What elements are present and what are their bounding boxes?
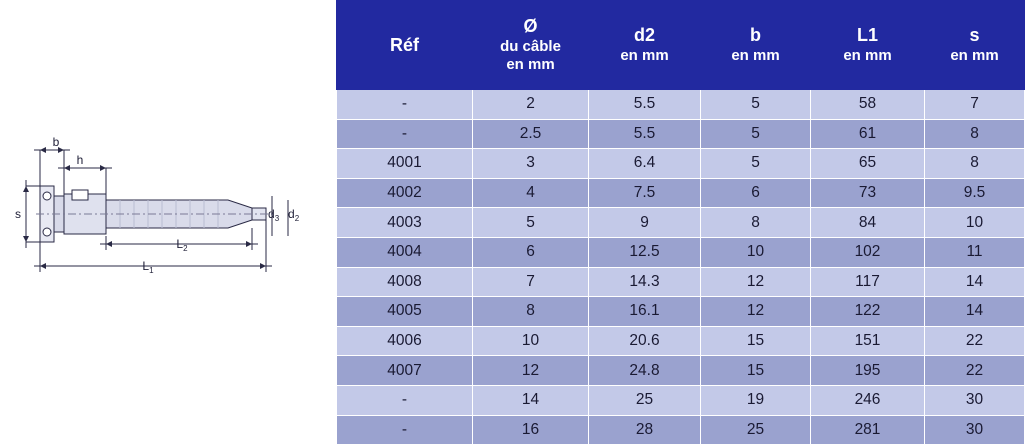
cell-l1: 195 — [811, 356, 925, 386]
cell-cable-diameter: 10 — [473, 326, 589, 356]
dim-label-d2: $d_2$ — [288, 207, 300, 223]
cell-ref: - — [337, 385, 473, 415]
cell-d2: 6.4 — [589, 149, 701, 179]
column-header-ref: Réf — [337, 1, 473, 90]
terminal-fitting-drawing — [0, 0, 336, 414]
table-row — [337, 297, 1025, 327]
cell-cable-diameter: 8 — [473, 297, 589, 327]
cell-b: 5 — [701, 149, 811, 179]
cell-s: 14 — [925, 297, 1025, 327]
dim-label-d3: $d_3$ — [268, 207, 280, 223]
cell-b: 12 — [701, 297, 811, 327]
cell-s: 30 — [925, 385, 1025, 415]
table-row — [337, 385, 1025, 415]
cell-b: 25 — [701, 415, 811, 445]
cell-ref: 4002 — [337, 178, 473, 208]
cell-d2: 5.5 — [589, 90, 701, 120]
table-head — [337, 1, 1025, 90]
cell-d2: 14.3 — [589, 267, 701, 297]
cell-ref: 4003 — [337, 208, 473, 238]
cell-l1: 65 — [811, 149, 925, 179]
cell-d2: 5.5 — [589, 119, 701, 149]
table-row — [337, 237, 1025, 267]
column-header-cable-diameter: Ø du câble en mm — [473, 1, 589, 90]
cell-l1: 84 — [811, 208, 925, 238]
cell-d2: 9 — [589, 208, 701, 238]
cell-d2: 20.6 — [589, 326, 701, 356]
cell-s: 8 — [925, 149, 1025, 179]
cell-d2: 28 — [589, 415, 701, 445]
column-header-s: s en mm — [925, 1, 1025, 90]
cell-s: 9.5 — [925, 178, 1025, 208]
table-body — [337, 90, 1025, 445]
cell-s: 11 — [925, 237, 1025, 267]
cell-b: 15 — [701, 356, 811, 386]
table-row — [337, 90, 1025, 120]
cell-s: 22 — [925, 356, 1025, 386]
product-diagram-panel — [0, 0, 336, 414]
cell-b: 5 — [701, 90, 811, 120]
cell-ref: 4005 — [337, 297, 473, 327]
cell-cable-diameter: 2.5 — [473, 119, 589, 149]
cell-b: 15 — [701, 326, 811, 356]
dim-label-h: h — [76, 153, 84, 167]
cell-l1: 73 — [811, 178, 925, 208]
cell-s: 7 — [925, 90, 1025, 120]
cell-l1: 102 — [811, 237, 925, 267]
cell-cable-diameter: 12 — [473, 356, 589, 386]
table-row — [337, 178, 1025, 208]
cell-s: 10 — [925, 208, 1025, 238]
cell-l1: 58 — [811, 90, 925, 120]
dim-label-L1: $L_1$ — [142, 259, 154, 275]
cell-b: 5 — [701, 119, 811, 149]
cell-cable-diameter: 2 — [473, 90, 589, 120]
cell-b: 12 — [701, 267, 811, 297]
dim-label-L2: $L_2$ — [176, 237, 188, 253]
table-row — [337, 208, 1025, 238]
cell-l1: 151 — [811, 326, 925, 356]
cell-l1: 246 — [811, 385, 925, 415]
cell-ref: 4001 — [337, 149, 473, 179]
cell-s: 14 — [925, 267, 1025, 297]
cell-ref: 4004 — [337, 237, 473, 267]
table-row — [337, 149, 1025, 179]
dim-label-b: b — [52, 135, 60, 149]
column-header-l1: L1 en mm — [811, 1, 925, 90]
cell-ref: 4008 — [337, 267, 473, 297]
table-row — [337, 326, 1025, 356]
cell-d2: 12.5 — [589, 237, 701, 267]
cell-l1: 122 — [811, 297, 925, 327]
cell-cable-diameter: 4 — [473, 178, 589, 208]
cell-l1: 117 — [811, 267, 925, 297]
header-row — [337, 1, 1025, 90]
spec-table — [336, 0, 1025, 445]
cell-cable-diameter: 6 — [473, 237, 589, 267]
spec-table-container — [336, 0, 1025, 438]
cell-d2: 7.5 — [589, 178, 701, 208]
cell-b: 8 — [701, 208, 811, 238]
cell-d2: 16.1 — [589, 297, 701, 327]
cell-ref: - — [337, 119, 473, 149]
cell-cable-diameter: 3 — [473, 149, 589, 179]
cell-ref: 4007 — [337, 356, 473, 386]
table-row — [337, 356, 1025, 386]
cell-s: 22 — [925, 326, 1025, 356]
dim-label-s: s — [15, 207, 21, 221]
cell-ref: - — [337, 415, 473, 445]
cell-ref: 4006 — [337, 326, 473, 356]
column-header-b: b en mm — [701, 1, 811, 90]
cell-b: 19 — [701, 385, 811, 415]
cell-l1: 61 — [811, 119, 925, 149]
cell-cable-diameter: 16 — [473, 415, 589, 445]
column-header-d2: d2 en mm — [589, 1, 701, 90]
cell-cable-diameter: 5 — [473, 208, 589, 238]
cell-s: 8 — [925, 119, 1025, 149]
cell-b: 10 — [701, 237, 811, 267]
cell-cable-diameter: 7 — [473, 267, 589, 297]
table-row — [337, 119, 1025, 149]
cell-ref: - — [337, 90, 473, 120]
table-row — [337, 415, 1025, 445]
cell-s: 30 — [925, 415, 1025, 445]
cell-b: 6 — [701, 178, 811, 208]
cell-l1: 281 — [811, 415, 925, 445]
cell-cable-diameter: 14 — [473, 385, 589, 415]
table-row — [337, 267, 1025, 297]
cell-d2: 24.8 — [589, 356, 701, 386]
cell-d2: 25 — [589, 385, 701, 415]
